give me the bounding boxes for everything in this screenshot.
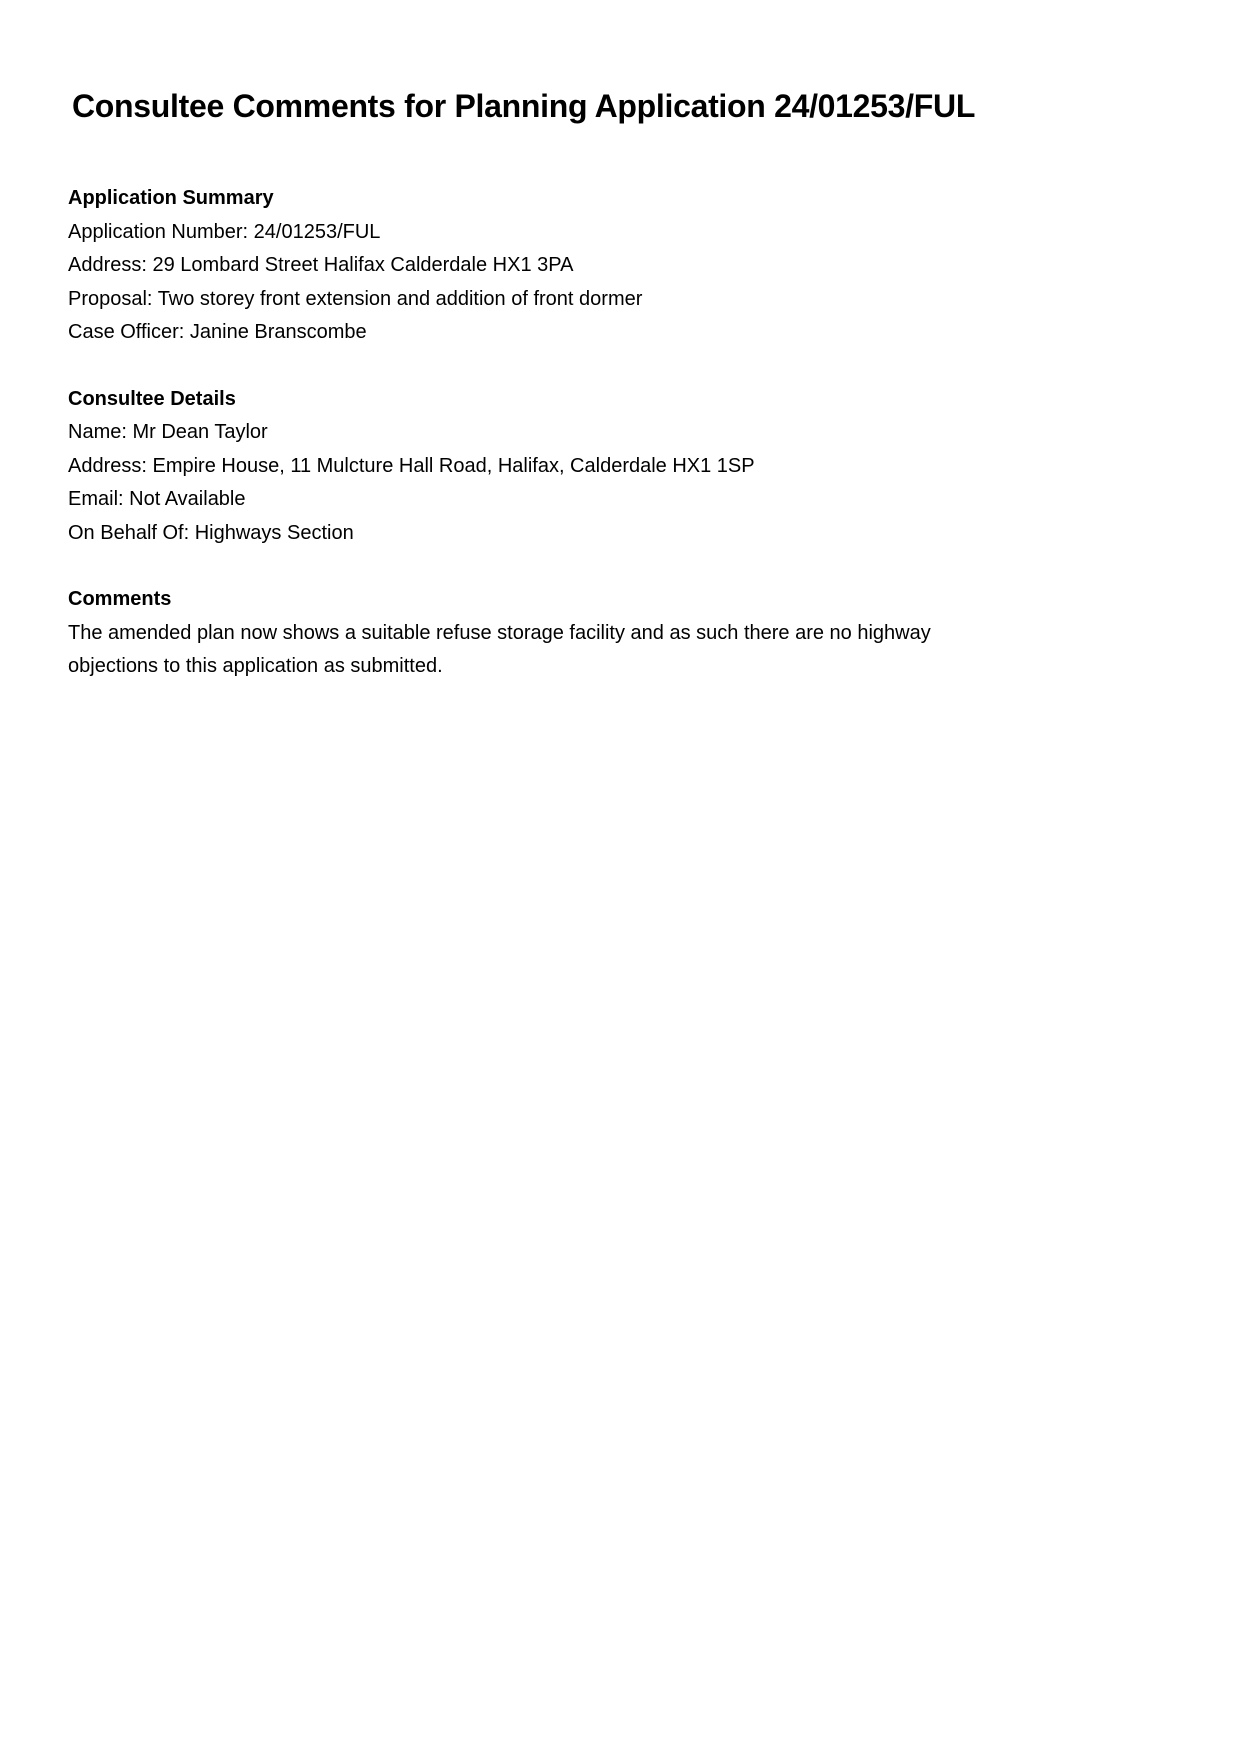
section-heading-comments: Comments [68,588,172,610]
consultee-address-line: Address: Empire House, 11 Mulcture Hall Road, Halifax, Calderdale HX1 1SP [68,454,755,477]
page-title: Consultee Comments for Planning Application 24/01253/FUL [72,88,976,124]
application-case-officer-line: Case Officer: Janine Branscombe [68,321,367,343]
comment-text-line: The amended plan now shows a suitable refuse storage facility and as such there are no highway [68,621,931,644]
section-application-summary [68,182,1170,350]
section-comments [68,583,1170,684]
application-proposal-line: Proposal: Two storey front extension and addition of front dormer [68,287,643,310]
consultee-email-line: Email: Not Available [68,488,246,510]
consultee-name-line: Name: Mr Dean Taylor [68,421,268,443]
section-heading-application-summary: Application Summary [68,187,274,209]
comment-text-line: objections to this application as submitted. [68,655,443,677]
application-address-line: Address: 29 Lombard Street Halifax Calderdale HX1 3PA [68,254,574,276]
section-consultee-details [68,383,1170,551]
consultee-on-behalf-of-line: On Behalf Of: Highways Section [68,521,354,544]
application-number-line: Application Number: 24/01253/FUL [68,220,381,243]
section-heading-consultee-details: Consultee Details [68,387,236,410]
